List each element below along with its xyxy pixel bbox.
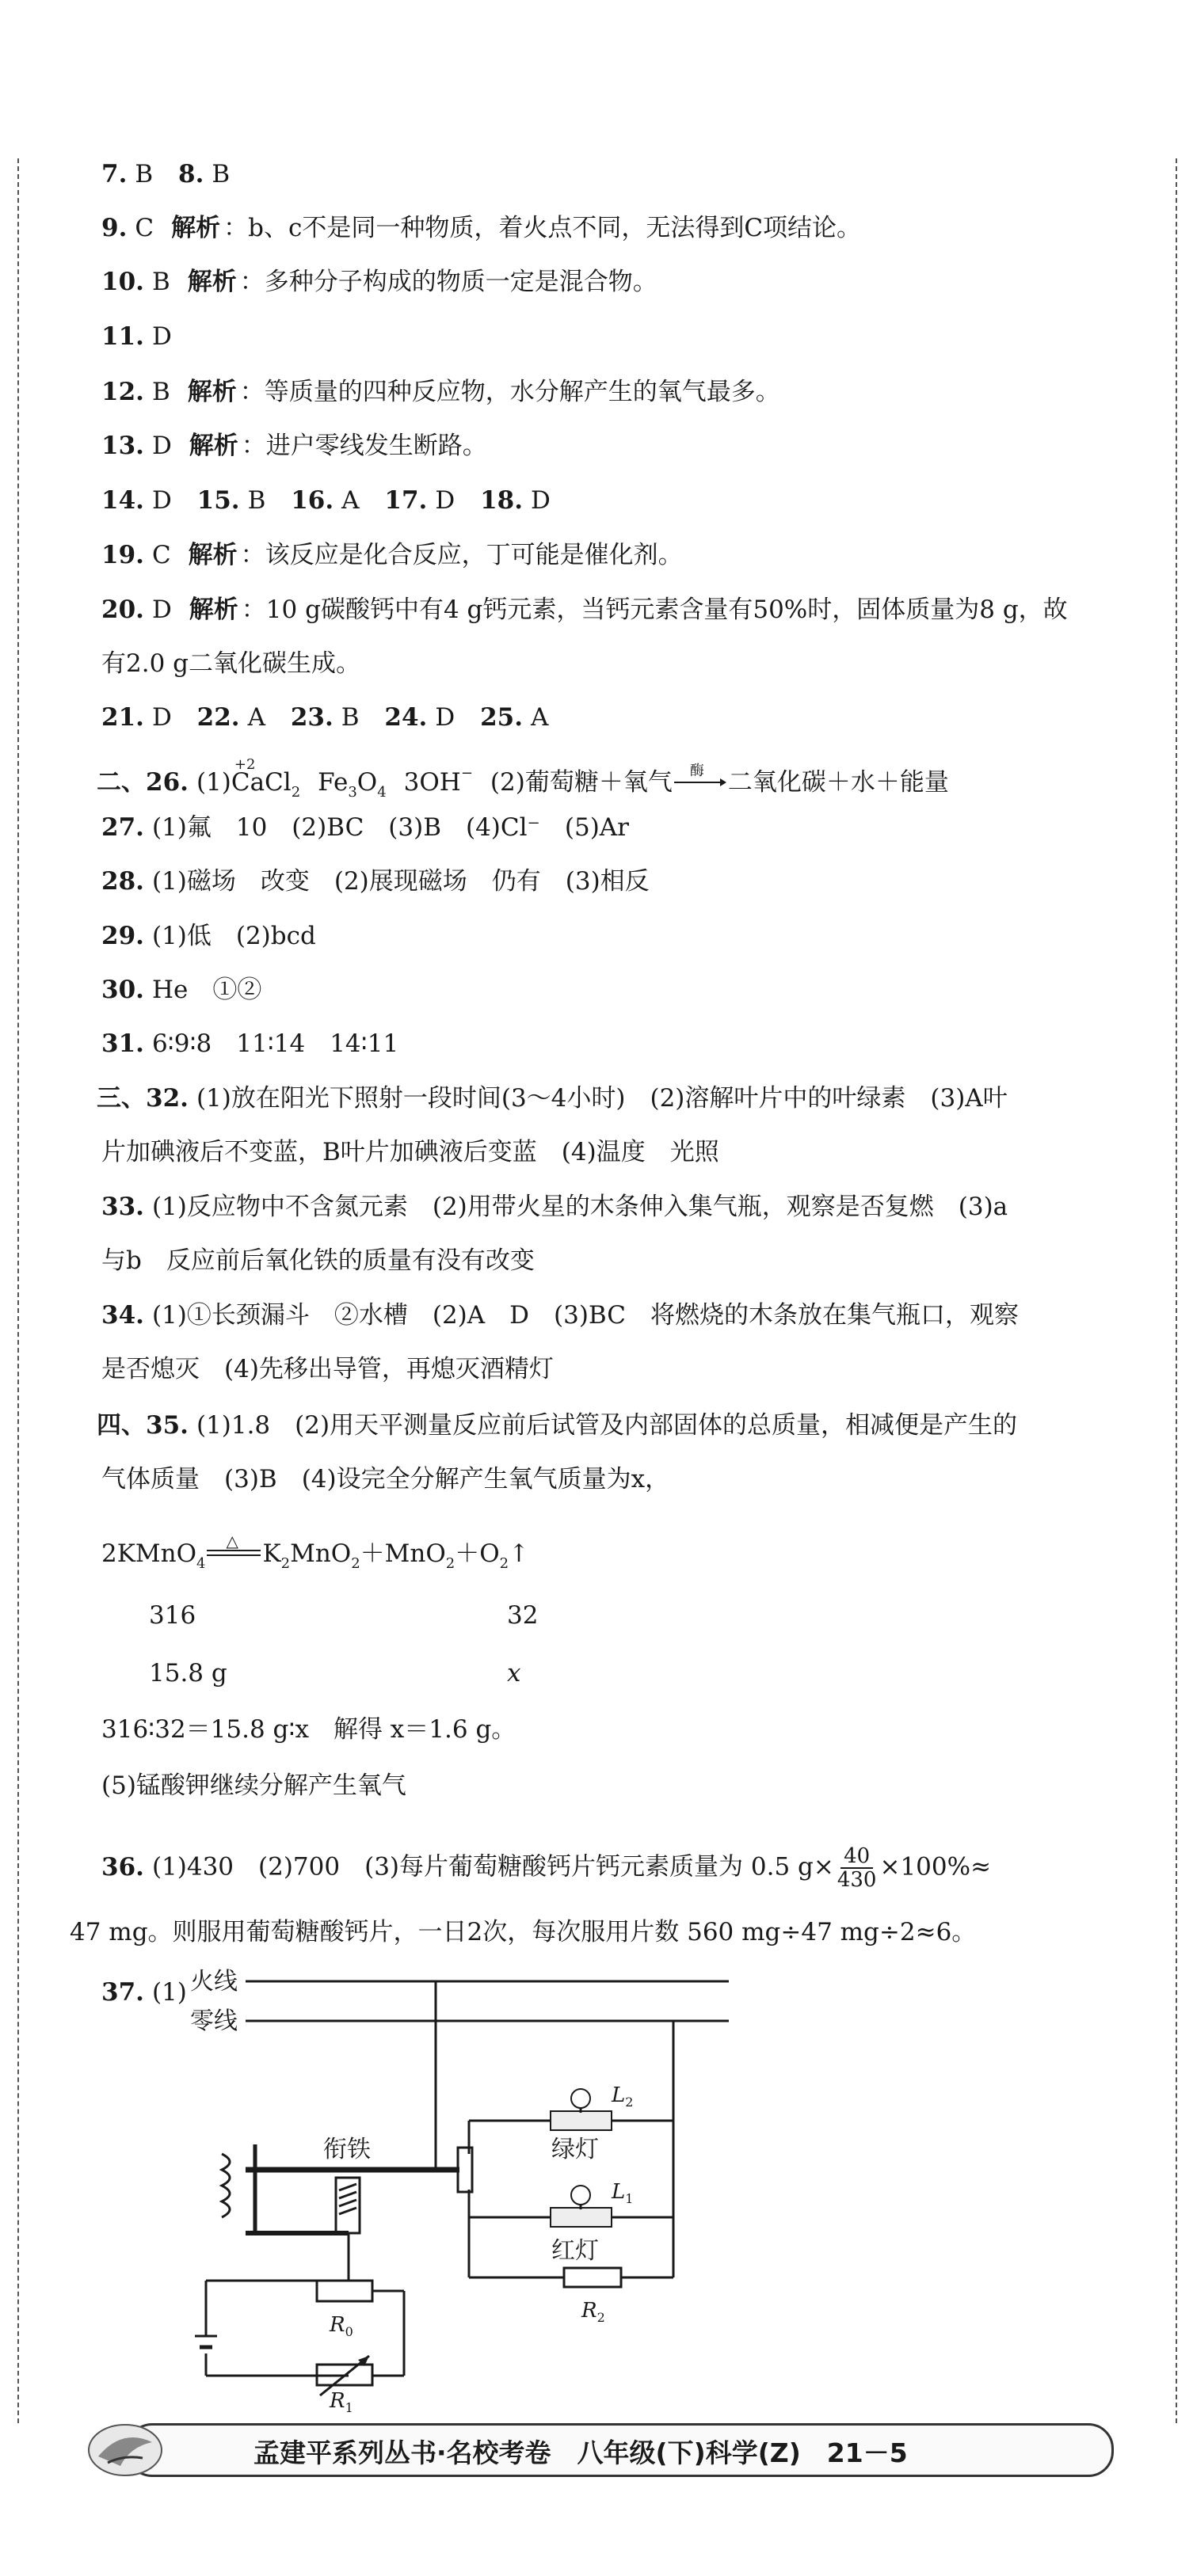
answer-20-cont: 有2.0 g二氧化碳生成。	[101, 649, 360, 678]
molar-mass-o2: 32	[507, 1601, 539, 1630]
answer-30: 30. He ①②	[101, 976, 262, 1004]
answer-10: 10. B 解析 ：多种分子构成的物质一定是混合物。	[101, 268, 657, 296]
answer-21-25: 21. D 22. A 23. B 24. D 25. A	[101, 703, 549, 732]
answer-13: 13. D 解析 ：进户零线发生断路。	[101, 432, 487, 460]
r1-label: $R_1$	[330, 2389, 353, 2415]
green-lamp-label: 绿灯	[551, 2136, 599, 2163]
r0-label: $R_0$	[330, 2313, 353, 2339]
answer-28: 28. (1)磁场 改变 (2)展现磁场 仍有 (3)相反	[101, 867, 650, 896]
mass-o2: x	[507, 1659, 521, 1688]
answer-36-cont: 47 mg。则服用葡萄糖酸钙片，一日2次，每次服用片数 560 mg÷47 mg÷2≈6。	[70, 1918, 977, 1946]
molar-mass-kmno4: 316	[149, 1601, 196, 1630]
heating-condition: △	[226, 1532, 238, 1551]
coil-spring	[222, 2154, 230, 2217]
answer-26: 二、26. (1) +2 CaCl$_2$ $Fe_3O_4$ 3OH− (2)葡萄糖＋氧气 酶 二氧化碳＋水＋能量	[97, 756, 949, 801]
answer-32: 三、32. (1)放在阳光下照射一段时间(3～4小时) (2)溶解叶片中的叶绿素 (3)A叶	[97, 1084, 1008, 1113]
answer-37: 37. (1)	[101, 1978, 187, 2007]
green-lamp-l2	[551, 2089, 612, 2130]
armature-label: 衔铁	[323, 2136, 371, 2163]
r2-label: $R_2$	[581, 2299, 605, 2325]
answer-29: 29. (1)低 (2)bcd	[101, 922, 316, 950]
right-binding-line	[1176, 158, 1177, 2423]
answer-7-8: 7. B 8. B	[101, 160, 231, 188]
answer-33: 33. (1)反应物中不含氮元素 (2)用带火星的木条伸入集气瓶，观察是否复燃 (3)a	[101, 1193, 1008, 1221]
answer-34: 34. (1)①长颈漏斗 ②水槽 (2)A D (3)BC 将燃烧的木条放在集气瓶口，观察	[101, 1301, 1019, 1330]
answer-20: 20. D 解析 ：10 g碳酸钙中有4 g钙元素，当钙元素含量有50%时，固体质量为8 g，故	[101, 595, 1068, 624]
red-lamp-label: 红灯	[551, 2237, 599, 2265]
proportion-solution: 316∶32＝15.8 g∶x 解得 x＝1.6 g。	[101, 1715, 516, 1744]
answer-32-cont: 片加碘液后不变蓝，B叶片加碘液后变蓝 (4)温度 光照	[101, 1138, 719, 1166]
red-lamp-l1	[551, 2186, 612, 2227]
left-binding-line	[17, 158, 19, 2423]
answer-9: 9. C 解析 ：b、c不是同一种物质，着火点不同，无法得到C项结论。	[101, 214, 862, 242]
l2-label: $L_2$	[612, 2083, 634, 2110]
answer-33-cont: 与b 反应前后氧化铁的质量有没有改变	[101, 1246, 535, 1275]
answer-12: 12. B 解析 ：等质量的四种反应物，水分解产生的氧气最多。	[101, 378, 780, 406]
answer-19: 19. C 解析 ：该反应是化合反应，丁可能是催化剂。	[101, 541, 683, 569]
enzyme-arrow: 酶	[673, 774, 728, 790]
resistor-r2	[564, 2268, 621, 2287]
answer-27: 27. (1)氟 10 (2)BC (3)B (4)Cl⁻ (5)Ar	[101, 813, 629, 842]
fire-wire-label: 火线	[190, 1968, 238, 1996]
circuit-diagram	[190, 1964, 745, 2415]
chemical-equation: 2KMnO$_4$ △ $K_2MnO_2+MnO_2+O_2↑$	[101, 1532, 530, 1572]
footer-series-text: 孟建平系列丛书·名校考卷 八年级(下)科学(Z) 21－5	[253, 2437, 908, 2468]
fraction: $\frac{40}{430}$	[837, 1844, 877, 1892]
switch-contacts	[458, 2148, 472, 2192]
answer-35-cont: 气体质量 (3)B (4)设完全分解产生氧气质量为x，	[101, 1465, 670, 1493]
resistor-r0	[317, 2281, 372, 2301]
answer-35: 四、35. (1)1.8 (2)用天平测量反应前后试管及内部固体的总质量，相减便是产生的	[97, 1411, 1018, 1440]
book-logo-icon	[79, 2415, 174, 2480]
answer-36: 36. (1)430 (2)700 (3)每片葡萄糖酸钙片钙元素质量为 0.5 g× $\frac{40}{430}$ ×100%≈	[101, 1844, 992, 1892]
answer-31: 31. 6∶9∶8 11∶14 14∶11	[101, 1029, 399, 1058]
coil-winding	[339, 2184, 356, 2214]
answer-14-18: 14. D 15. B 16. A 17. D 18. D	[101, 486, 551, 515]
answer-11: 11. D	[101, 322, 172, 351]
mass-kmno4: 15.8 g	[149, 1659, 227, 1688]
l1-label: $L_1$	[612, 2180, 634, 2206]
answer-35-part5: (5)锰酸钾继续分解产生氧气	[101, 1771, 406, 1800]
neutral-wire-label: 零线	[190, 2007, 238, 2035]
page-footer	[79, 2415, 1109, 2480]
answer-34-cont: 是否熄灭 (4)先移出导管，再熄灭酒精灯	[101, 1355, 554, 1383]
